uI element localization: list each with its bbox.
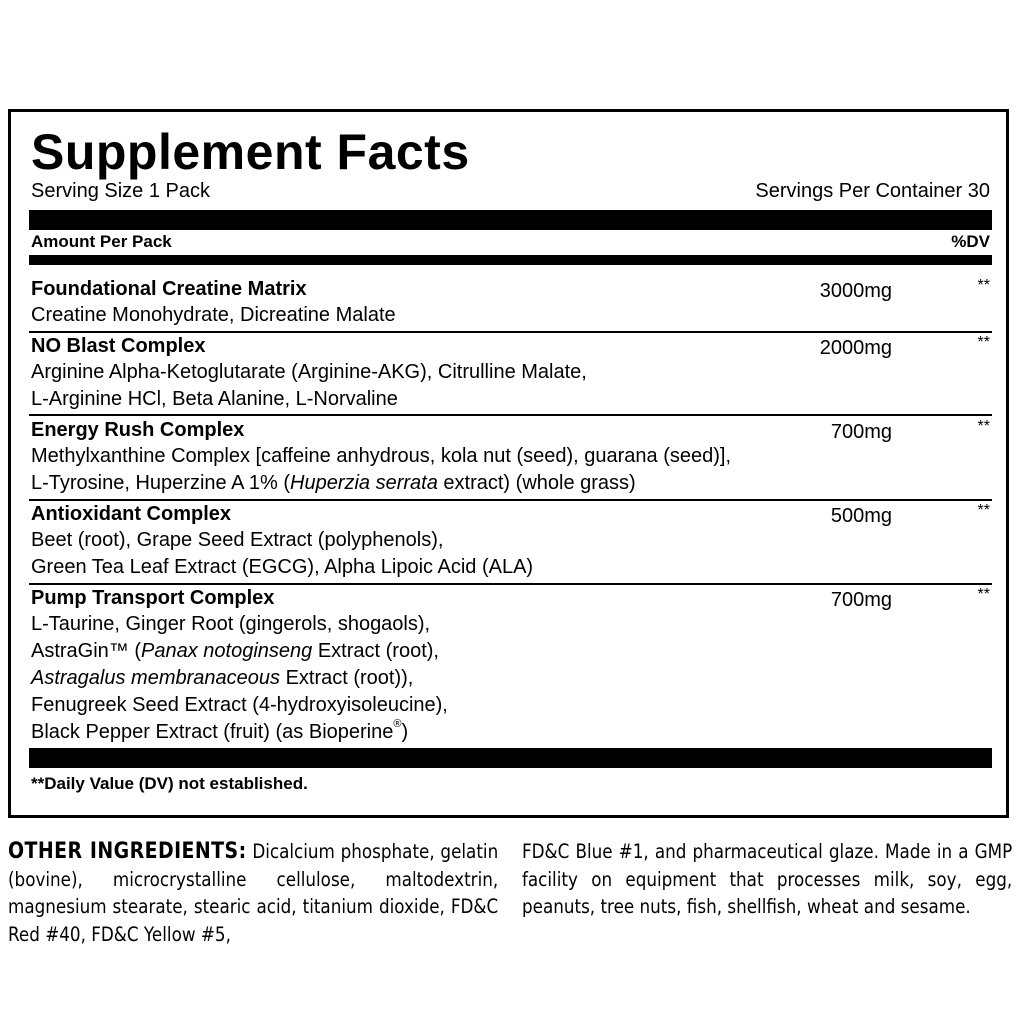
ingredient-name: Energy Rush Complex xyxy=(31,419,245,441)
ingredient-detail: Astragalus membranaceous Extract (root)), xyxy=(31,667,414,689)
ingredient-amount: 700mg xyxy=(830,421,892,443)
supplement-facts-panel xyxy=(8,109,1009,818)
ingredient-detail: Beet (root), Grape Seed Extract (polyphenols), xyxy=(31,529,444,551)
ingredient-name: Antioxidant Complex xyxy=(31,503,232,525)
footnote: **Daily Value (DV) not established. xyxy=(31,774,308,793)
other-ingredients-heading: OTHER INGREDIENTS: xyxy=(8,839,247,864)
ingredient-dv: ** xyxy=(977,277,990,294)
ingredient-dv: ** xyxy=(977,586,990,603)
other-ingredients-right: FD&C Blue #1, and pharmaceutical glaze. Made in a GMP facility on equipment that processes milk, soy, egg, peanuts, tree nuts, fish, shellfish, wheat and sesame. xyxy=(522,840,1013,918)
panel-title: Supplement Facts xyxy=(31,124,470,180)
other-ingredients-left xyxy=(8,838,498,948)
ingredient-row xyxy=(31,417,992,497)
ingredient-row xyxy=(31,585,992,745)
ingredient-row xyxy=(31,333,992,413)
serving-size: Serving Size 1 Pack xyxy=(31,180,210,202)
ingredient-name: Foundational Creatine Matrix xyxy=(31,278,307,300)
ingredient-dv: ** xyxy=(977,334,990,351)
ingredient-detail: L-Arginine HCl, Beta Alanine, L-Norvaline xyxy=(31,388,398,410)
ingredient-name: Pump Transport Complex xyxy=(31,587,275,609)
dv-header: %DV xyxy=(951,232,990,251)
ingredient-amount: 2000mg xyxy=(819,337,892,359)
ingredient-detail: Fenugreek Seed Extract (4-hydroxyisoleucine), xyxy=(31,694,448,716)
amount-header: Amount Per Pack xyxy=(31,232,172,251)
ingredient-detail: L-Taurine, Ginger Root (gingerols, shogaols), xyxy=(31,613,431,635)
ingredient-amount: 500mg xyxy=(830,505,892,527)
header-divider xyxy=(29,255,992,265)
ingredient-detail: L-Tyrosine, Huperzine A 1% (Huperzia serrata extract) (whole grass) xyxy=(31,472,636,494)
header-bar xyxy=(29,210,992,230)
ingredient-row xyxy=(31,276,992,331)
ingredient-dv: ** xyxy=(977,418,990,435)
ingredient-name: NO Blast Complex xyxy=(31,335,206,357)
ingredient-dv: ** xyxy=(977,502,990,519)
registered-mark: ® xyxy=(393,718,402,730)
row-divider xyxy=(29,414,992,416)
ingredient-detail: Methylxanthine Complex [caffeine anhydrous, kola nut (seed), guarana (seed)], xyxy=(31,445,732,467)
footer-bar xyxy=(29,748,992,768)
other-ingredients-text: Dicalcium phosphate, gelatin (bovine), microcrystalline cellulose, maltodextrin, magnesium stearate, stearic acid, titanium dioxide, FD&C Red #40, FD&C Yellow #5, xyxy=(8,840,499,946)
ingredient-detail: AstraGin™ (Panax notoginseng Extract (root), xyxy=(31,640,439,662)
ingredient-amount: 3000mg xyxy=(819,280,892,302)
ingredient-amount: 700mg xyxy=(830,589,892,611)
servings-per-container: Servings Per Container 30 xyxy=(755,180,990,202)
ingredient-detail: Arginine Alpha-Ketoglutarate (Arginine-AKG), Citrulline Malate, xyxy=(31,361,587,383)
ingredient-detail: Black Pepper Extract (fruit) (as Bioperine®) xyxy=(31,718,409,743)
ingredient-row xyxy=(31,501,992,581)
ingredient-detail: Green Tea Leaf Extract (EGCG), Alpha Lipoic Acid (ALA) xyxy=(31,556,534,578)
ingredient-detail: Creatine Monohydrate, Dicreatine Malate xyxy=(31,304,396,326)
